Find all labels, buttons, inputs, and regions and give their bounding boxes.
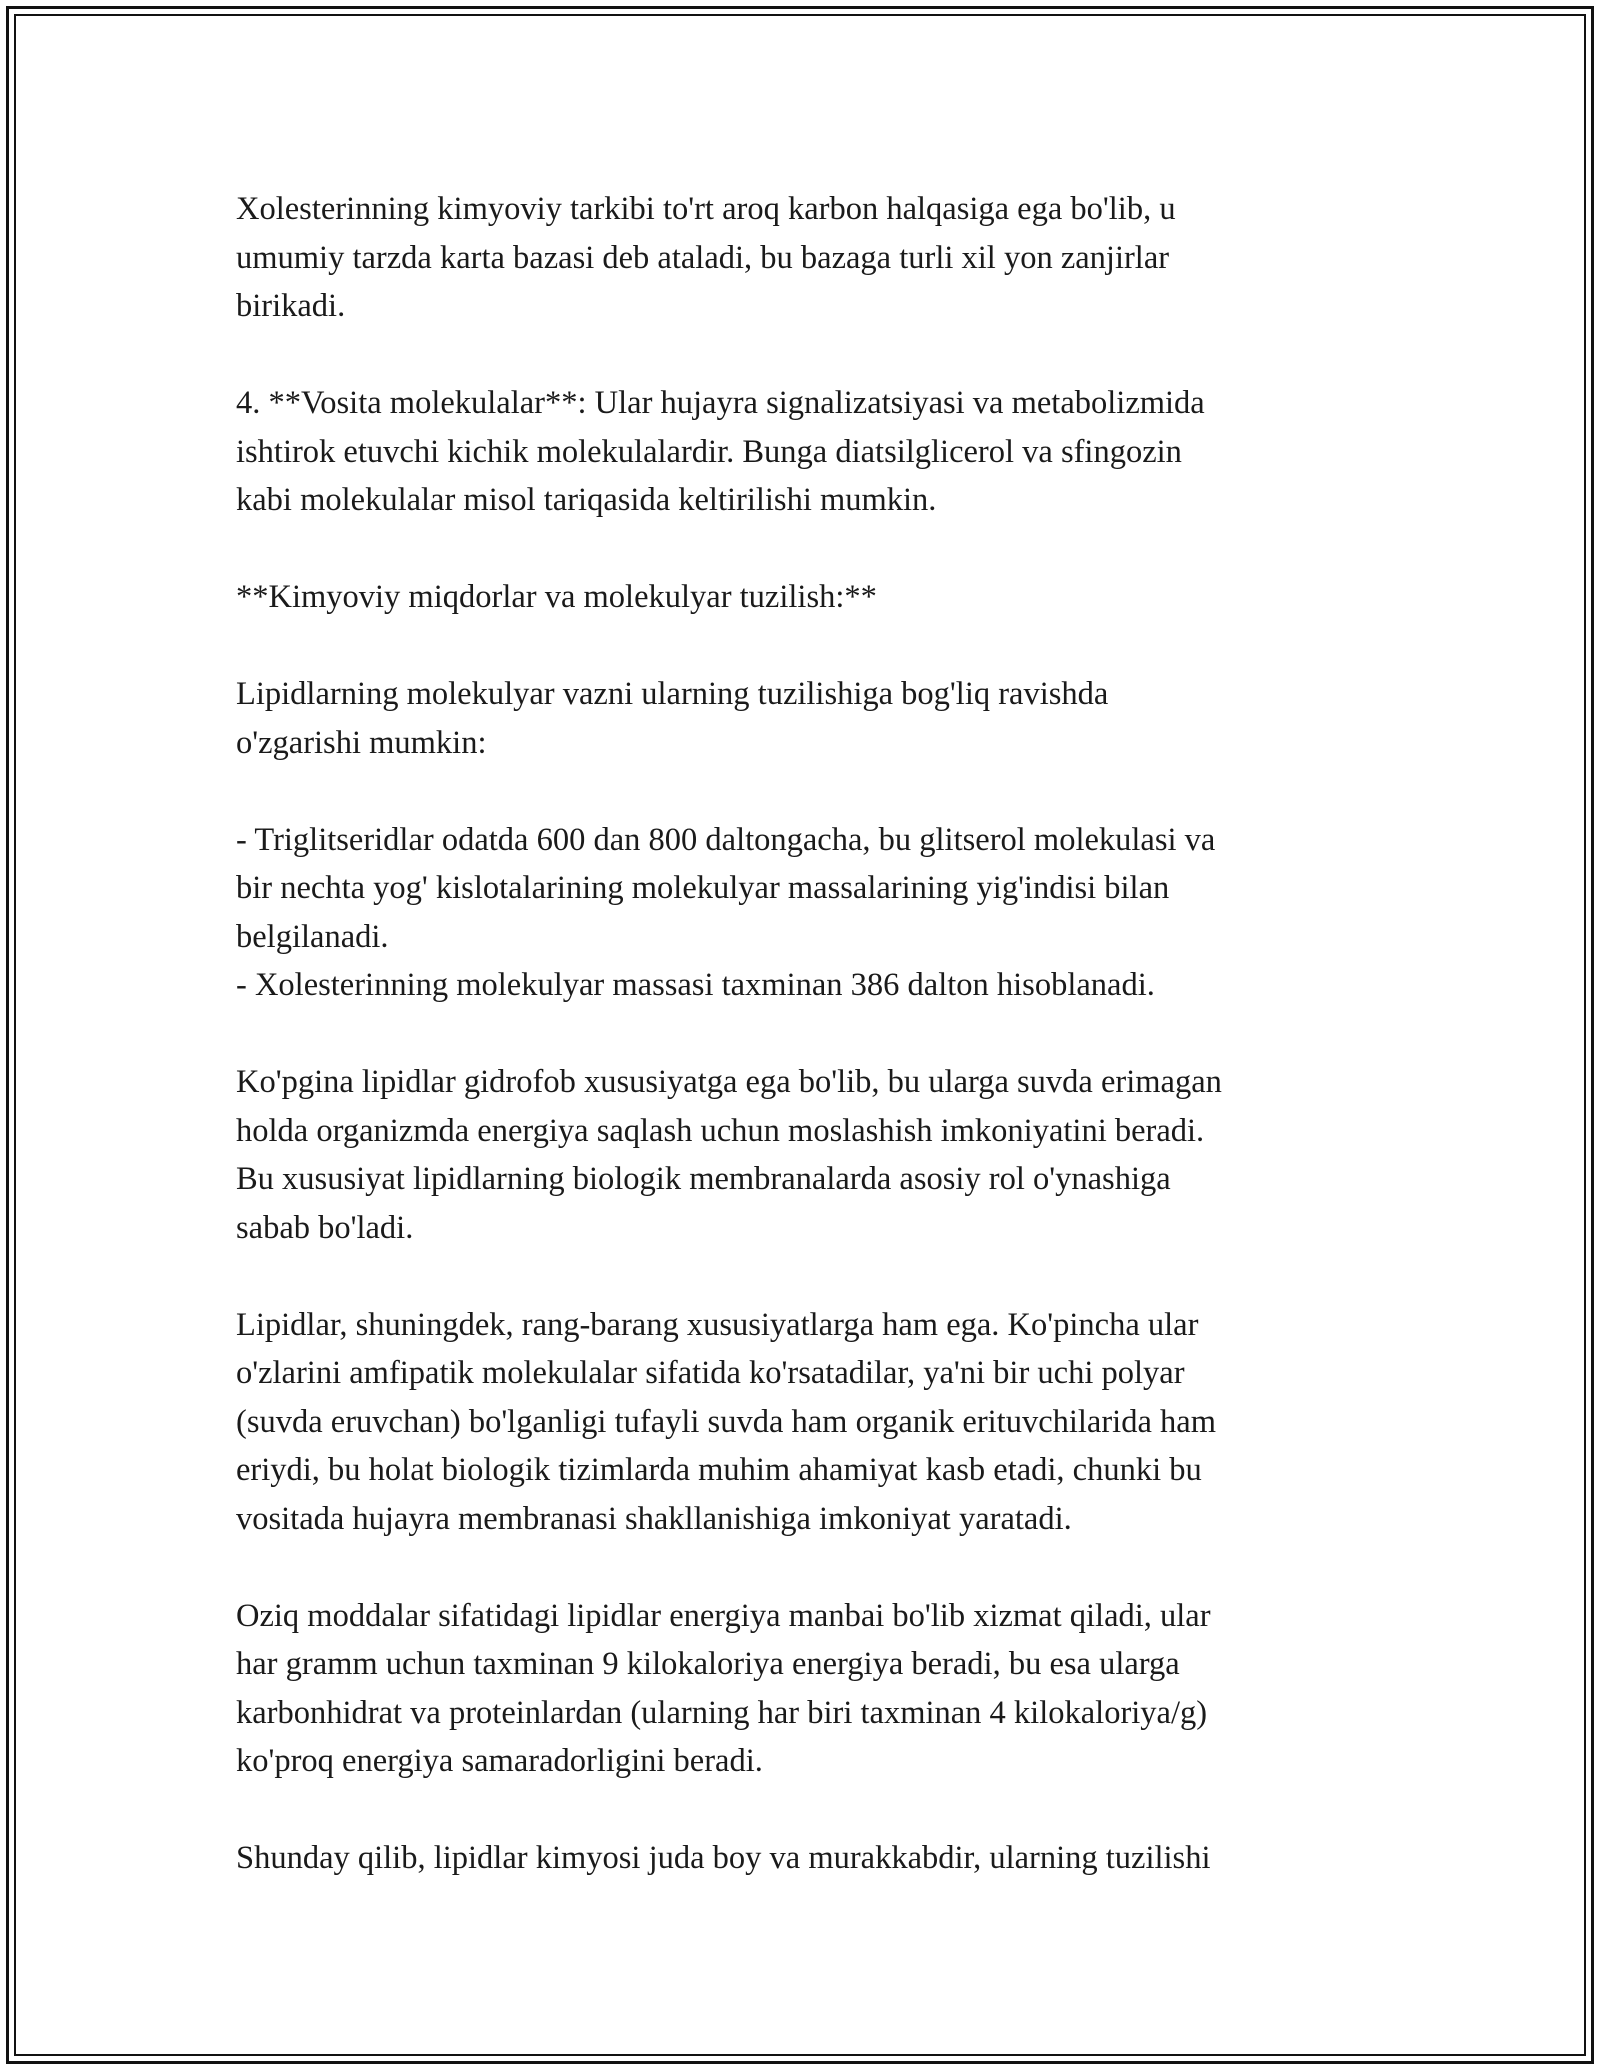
paragraph-hydrophobic: [236, 1058, 1366, 1252]
text-line: Shunday qilib, lipidlar kimyosi juda boy va murakkabdir, ularning tuzilishi: [236, 1840, 1211, 1876]
text-line: - Triglitseridlar odatda 600 dan 800 daltongacha, bu glitserol molekulasi va: [236, 821, 1216, 858]
paragraph-cholesterol-structure: [236, 185, 1366, 331]
text-line: har gramm uchun taxminan 9 kilokaloriya energiya beradi, bu esa ularga: [236, 1646, 1180, 1682]
section-heading: [236, 573, 1366, 622]
text-line: Xolesterinning kimyoviy tarkibi to'rt aroq karbon halqasiga ega bo'lib, u: [236, 191, 1176, 227]
document-body: [236, 185, 1366, 1931]
text-line: Oziq moddalar sifatidagi lipidlar energiya manbai bo'lib xizmat qiladi, ular: [236, 1597, 1211, 1634]
bullet-list-molecular-mass: [236, 816, 1366, 1010]
text-line: Lipidlar, shuningdek, rang-barang xususiyatlarga ham ega. Ko'pincha ular: [236, 1306, 1199, 1343]
text-line: ko'proq energiya samaradorligini beradi.: [236, 1743, 763, 1779]
text-line: sabab bo'ladi.: [236, 1209, 414, 1246]
text-line: Lipidlarning molekulyar vazni ularning tuzilishiga bog'liq ravishda: [236, 676, 1109, 712]
text-line: bir nechta yog' kislotalarining molekulyar massalarining yig'indisi bilan: [236, 870, 1170, 906]
text-line: o'zlarini amfipatik molekulalar sifatida ko'rsatadilar, ya'ni bir uchi polyar: [236, 1355, 1185, 1391]
text-line: **Kimyoviy miqdorlar va molekulyar tuzilish:**: [236, 579, 877, 615]
text-line: (suvda eruvchan) bo'lganligi tufayli suvda ham organik erituvchilarida ham: [236, 1403, 1216, 1440]
text-line: kabi molekulalar misol tariqasida keltirilishi mumkin.: [236, 482, 937, 518]
paragraph-amphipathic: [236, 1301, 1366, 1544]
paragraph-molecular-weight-intro: [236, 670, 1366, 767]
text-line: Bu xususiyat lipidlarning biologik membranalarda asosiy rol o'ynashiga: [236, 1161, 1171, 1197]
paragraph-mediator-molecules: [236, 379, 1366, 525]
paragraph-conclusion: [236, 1834, 1366, 1883]
text-line: ishtirok etuvchi kichik molekulalardir. Bunga diatsilglicerol va sfingozin: [236, 433, 1182, 470]
text-line: - Xolesterinning molekulyar massasi taxminan 386 dalton hisoblanadi.: [236, 967, 1155, 1003]
text-line: birikadi.: [236, 288, 346, 324]
text-line: umumiy tarzda karta bazasi deb ataladi, bu bazaga turli xil yon zanjirlar: [236, 239, 1170, 276]
text-line: belgilanadi.: [236, 918, 389, 955]
text-line: vositada hujayra membranasi shakllanishiga imkoniyat yaratadi.: [236, 1500, 1072, 1537]
text-line: holda organizmda energiya saqlash uchun moslashish imkoniyatini beradi.: [236, 1112, 1205, 1149]
text-line: eriydi, bu holat biologik tizimlarda muhim ahamiyat kasb etadi, chunki bu: [236, 1452, 1202, 1488]
paragraph-energy-source: [236, 1592, 1366, 1786]
text-line: 4. **Vosita molekulalar**: Ular hujayra signalizatsiyasi va metabolizmida: [236, 385, 1205, 421]
text-line: o'zgarishi mumkin:: [236, 724, 487, 761]
text-line: Ko'pgina lipidlar gidrofob xususiyatga ega bo'lib, bu ularga suvda erimagan: [236, 1064, 1222, 1100]
text-line: karbonhidrat va proteinlardan (ularning har biri taxminan 4 kilokaloriya/g): [236, 1694, 1208, 1731]
